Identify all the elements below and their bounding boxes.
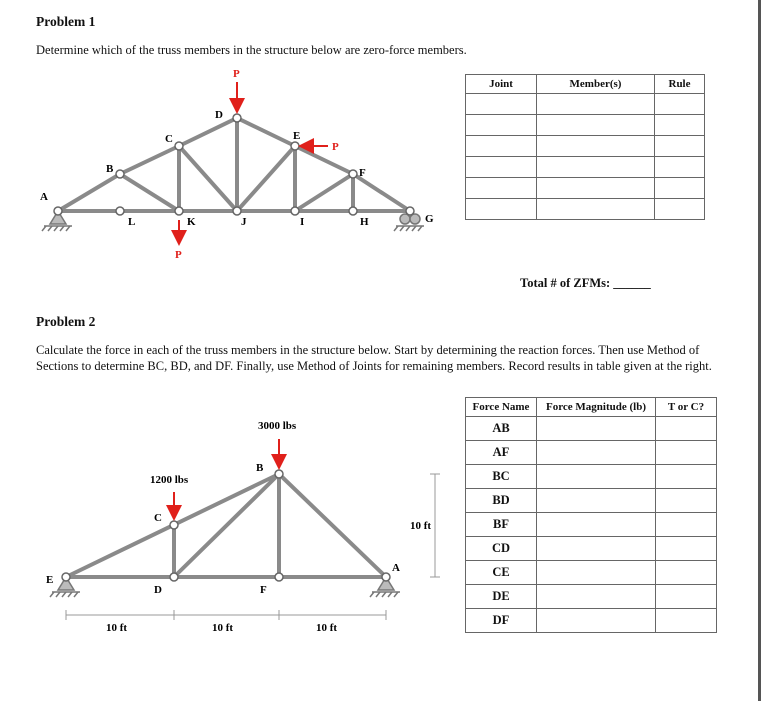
truss-diagram-2 xyxy=(30,415,460,645)
member-name: CD xyxy=(466,537,537,561)
joint-label-b: B xyxy=(106,163,114,175)
member-name: CE xyxy=(466,561,537,585)
load-label-bottom: P xyxy=(175,249,182,261)
member-name: BD xyxy=(466,489,537,513)
member-name: BF xyxy=(466,513,537,537)
member-name: DF xyxy=(466,609,537,633)
force-cell[interactable] xyxy=(537,489,656,513)
joint-label-d: D xyxy=(215,109,223,121)
table-row xyxy=(466,115,705,136)
joint-f xyxy=(349,170,357,178)
p2-joint-label-d: D xyxy=(154,584,162,596)
total-zfm-label: Total # of ZFMs: ______ xyxy=(520,276,651,290)
table-row xyxy=(466,94,705,115)
load-label-right: P xyxy=(332,141,339,153)
load-label-top: P xyxy=(233,68,240,80)
tc-cell[interactable] xyxy=(656,609,717,633)
load-label-1200: 1200 lbs xyxy=(150,474,189,486)
zfm-cell[interactable] xyxy=(537,157,655,178)
zfm-cell[interactable] xyxy=(466,115,537,136)
joint-label-l: L xyxy=(128,216,136,228)
joint-b xyxy=(116,170,124,178)
table-row xyxy=(466,199,705,220)
zfm-cell[interactable] xyxy=(466,94,537,115)
table-row xyxy=(466,513,717,537)
p2-joint-e xyxy=(62,573,70,581)
zfm-col-joint: Joint xyxy=(466,75,537,94)
zfm-cell[interactable] xyxy=(537,136,655,157)
joint-i xyxy=(291,207,299,215)
zfm-cell[interactable] xyxy=(655,178,705,199)
member-name: AF xyxy=(466,441,537,465)
joint-e xyxy=(291,142,299,150)
p2-joint-b xyxy=(275,470,283,478)
p2-joint-label-b: B xyxy=(256,462,264,474)
table-row xyxy=(466,537,717,561)
table-row xyxy=(466,441,717,465)
problem1-heading: Problem 1 xyxy=(36,14,96,29)
force-cell[interactable] xyxy=(537,417,656,441)
table-row xyxy=(466,178,705,199)
table-row xyxy=(466,157,705,178)
table-row xyxy=(466,609,717,633)
tc-cell[interactable] xyxy=(656,585,717,609)
force-col-magnitude: Force Magnitude (lb) xyxy=(537,398,656,417)
table-row xyxy=(466,489,717,513)
member-name: AB xyxy=(466,417,537,441)
table-row xyxy=(466,561,717,585)
joint-c xyxy=(175,142,183,150)
joint-j xyxy=(233,207,241,215)
table-row xyxy=(466,136,705,157)
joint-label-i: I xyxy=(300,216,305,228)
zfm-cell[interactable] xyxy=(655,115,705,136)
zfm-cell[interactable] xyxy=(655,136,705,157)
p2-joint-c xyxy=(170,521,178,529)
dim-label-height: 10 ft xyxy=(410,520,432,532)
tc-cell[interactable] xyxy=(656,513,717,537)
dim-label-2: 10 ft xyxy=(212,622,234,634)
member-name: DE xyxy=(466,585,537,609)
joint-h xyxy=(349,207,357,215)
table-row xyxy=(466,417,717,441)
zfm-col-members: Member(s) xyxy=(537,75,655,94)
zfm-cell[interactable] xyxy=(537,199,655,220)
p2-joint-label-a: A xyxy=(392,562,400,574)
force-table xyxy=(465,397,717,633)
zfm-cell[interactable] xyxy=(537,178,655,199)
table-row xyxy=(466,465,717,489)
joint-l xyxy=(116,207,124,215)
zfm-cell[interactable] xyxy=(466,157,537,178)
joint-label-g: G xyxy=(425,213,434,225)
force-cell[interactable] xyxy=(537,513,656,537)
joint-g xyxy=(406,207,414,215)
tc-cell[interactable] xyxy=(656,561,717,585)
zfm-cell[interactable] xyxy=(466,178,537,199)
truss-diagram-1 xyxy=(30,60,470,290)
zfm-cell[interactable] xyxy=(537,115,655,136)
p2-joint-d xyxy=(170,573,178,581)
force-cell[interactable] xyxy=(537,609,656,633)
joint-a xyxy=(54,207,62,215)
zfm-cell[interactable] xyxy=(466,136,537,157)
joint-label-j: J xyxy=(241,216,247,228)
problem2-heading: Problem 2 xyxy=(36,314,96,329)
joint-label-a: A xyxy=(40,191,48,203)
joint-label-h: H xyxy=(360,216,369,228)
joint-label-c: C xyxy=(165,133,173,145)
dim-label-1: 10 ft xyxy=(106,622,128,634)
joint-label-f: F xyxy=(359,167,366,179)
member-name: BC xyxy=(466,465,537,489)
zfm-cell[interactable] xyxy=(466,199,537,220)
tc-cell[interactable] xyxy=(656,441,717,465)
problem1-instructions: Determine which of the truss members in the structure below are zero-force members. xyxy=(36,43,467,57)
zfm-col-rule: Rule xyxy=(655,75,705,94)
problem2-instructions: Calculate the force in each of the truss members in the structure below. Start by determining the reaction forces. Then use Method of Sections to determine BC, BD, and DF. Finally, use Method of Joints for remaining members. Record results in table given at the right. xyxy=(36,343,712,373)
zfm-cell[interactable] xyxy=(537,94,655,115)
zfm-cell[interactable] xyxy=(655,157,705,178)
force-col-name: Force Name xyxy=(466,398,537,417)
zfm-cell[interactable] xyxy=(655,199,705,220)
force-cell[interactable] xyxy=(537,561,656,585)
tc-cell[interactable] xyxy=(656,465,717,489)
joint-label-k: K xyxy=(187,216,196,228)
tc-cell[interactable] xyxy=(656,489,717,513)
dim-label-3: 10 ft xyxy=(316,622,338,634)
table-row xyxy=(466,585,717,609)
joint-d xyxy=(233,114,241,122)
force-col-tc: T or C? xyxy=(656,398,717,417)
p2-joint-label-e: E xyxy=(46,574,54,586)
force-cell[interactable] xyxy=(537,537,656,561)
load-label-3000: 3000 lbs xyxy=(258,420,297,432)
tc-cell[interactable] xyxy=(656,537,717,561)
zfm-table xyxy=(465,74,705,220)
force-cell[interactable] xyxy=(537,441,656,465)
p2-joint-f xyxy=(275,573,283,581)
force-cell[interactable] xyxy=(537,585,656,609)
p2-joint-a xyxy=(382,573,390,581)
force-cell[interactable] xyxy=(537,465,656,489)
joint-k xyxy=(175,207,183,215)
zfm-cell[interactable] xyxy=(655,94,705,115)
p2-joint-label-f: F xyxy=(260,584,267,596)
tc-cell[interactable] xyxy=(656,417,717,441)
p2-joint-label-c: C xyxy=(154,512,162,524)
joint-label-e: E xyxy=(293,130,301,142)
